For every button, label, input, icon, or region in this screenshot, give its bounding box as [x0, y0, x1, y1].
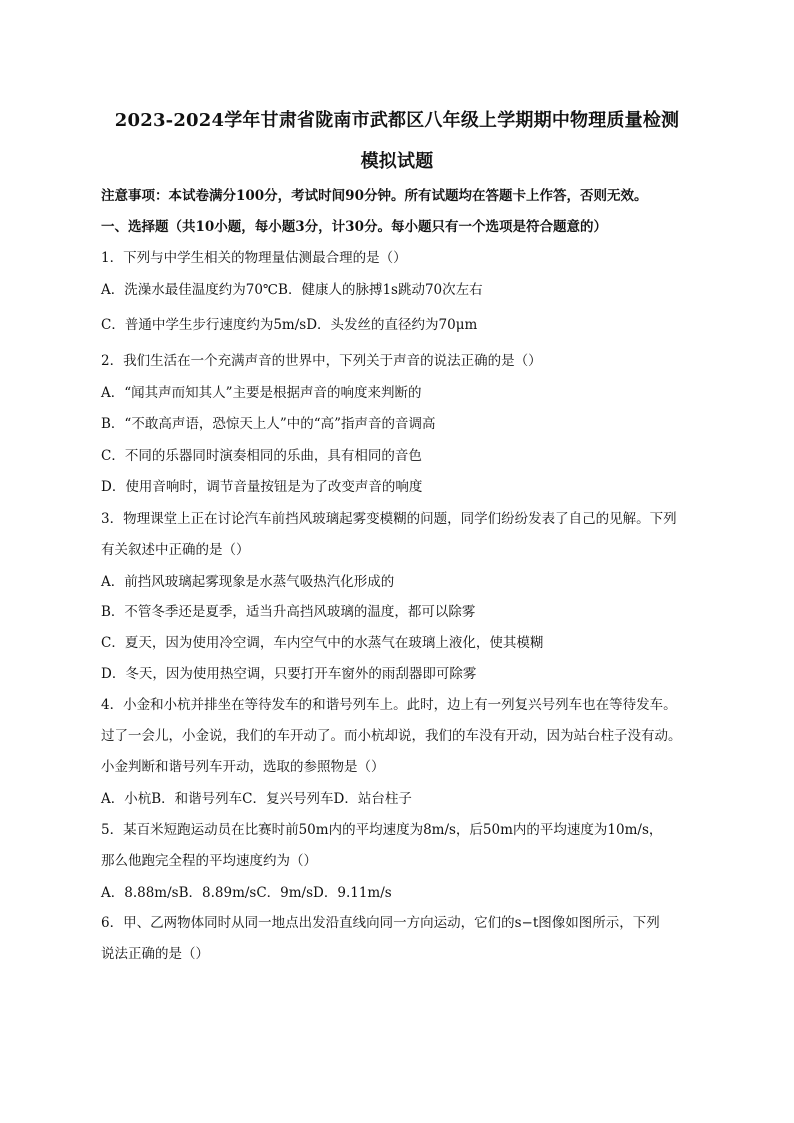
question-3-option-d: D．冬天，因为使用热空调，只要打开车窗外的雨刮器即可除雾 — [101, 666, 477, 682]
question-2-option-d: D．使用音响时，调节音量按钮是为了改变声音的响度 — [101, 479, 423, 495]
exam-subtitle: 模拟试题 — [360, 151, 434, 172]
question-3-option-a: A．前挡风玻璃起雾现象是水蒸气吸热汽化形成的 — [101, 574, 395, 590]
question-1-stem: 1．下列与中学生相关的物理量估测最合理的是（） — [101, 250, 407, 266]
question-5-stem-line-1: 5．某百米短跑运动员在比赛时前50m内的平均速度为8m/s，后50m内的平均速度为10m/s， — [101, 822, 663, 838]
question-3-stem-line-2: 有关叙述中正确的是（） — [101, 542, 250, 558]
question-4-stem-line-2: 过了一会儿，小金说，我们的车开动了。而小杭却说，我们的车没有开动，因为站台柱子没有动。 — [101, 728, 682, 744]
question-2-option-a: A．“闻其声而知其人”主要是根据声音的响度来判断的 — [101, 385, 422, 401]
question-4-stem-line-1: 4．小金和小杭并排坐在等待发车的和谐号列车上。此时，边上有一列复兴号列车也在等待发车。 — [101, 697, 677, 713]
question-5-stem-line-2: 那么他跑完全程的平均速度约为（） — [101, 853, 317, 869]
question-2-option-c: C．不同的乐器同时演奏相同的乐曲，具有相同的音色 — [101, 448, 422, 464]
question-2-option-b: B．“不敢高声语，恐惊天上人”中的“高”指声音的音调高 — [101, 416, 436, 432]
question-1-option-line-2: C．普通中学生步行速度约为5m/sD．头发丝的直径约为70μm — [101, 317, 478, 333]
question-4-options: A．小杭B．和谐号列车C．复兴号列车D．站台柱子 — [101, 791, 412, 807]
question-1-option-line-1: A．洗澡水最佳温度约为70℃B．健康人的脉搏1s跳动70次左右 — [101, 282, 483, 298]
question-5-options: A．8.88m/sB．8.89m/sC．9m/sD．9.11m/s — [101, 885, 392, 901]
exam-title: 2023-2024学年甘肃省陇南市武都区八年级上学期期中物理质量检测 — [114, 110, 680, 131]
question-4-stem-line-3: 小金判断和谐号列车开动，选取的参照物是（） — [101, 759, 385, 775]
question-3-stem-line-1: 3．物理课堂上正在讨论汽车前挡风玻璃起雾变模糊的问题，同学们纷纷发表了自己的见解。下列 — [101, 511, 677, 527]
question-3-option-c: C．夏天，因为使用冷空调，车内空气中的水蒸气在玻璃上液化，使其模糊 — [101, 635, 544, 651]
exam-notice: 注意事项：本试卷满分100分，考试时间90分钟。所有试题均在答题卡上作答，否则无效。 — [101, 188, 648, 204]
question-6-stem-line-1: 6．甲、乙两物体同时从同一地点出发沿直线向同一方向运动，它们的s−t图像如图所示，下列 — [101, 915, 660, 931]
question-2-stem: 2．我们生活在一个充满声音的世界中，下列关于声音的说法正确的是（） — [101, 353, 542, 369]
question-6-stem-line-2: 说法正确的是（） — [101, 946, 209, 962]
section-heading-choice: 一、选择题（共10小题，每小题3分，计30分。每小题只有一个选项是符合题意的） — [101, 219, 607, 235]
question-3-option-b: B．不管冬季还是夏季，适当升高挡风玻璃的温度，都可以除雾 — [101, 604, 476, 620]
